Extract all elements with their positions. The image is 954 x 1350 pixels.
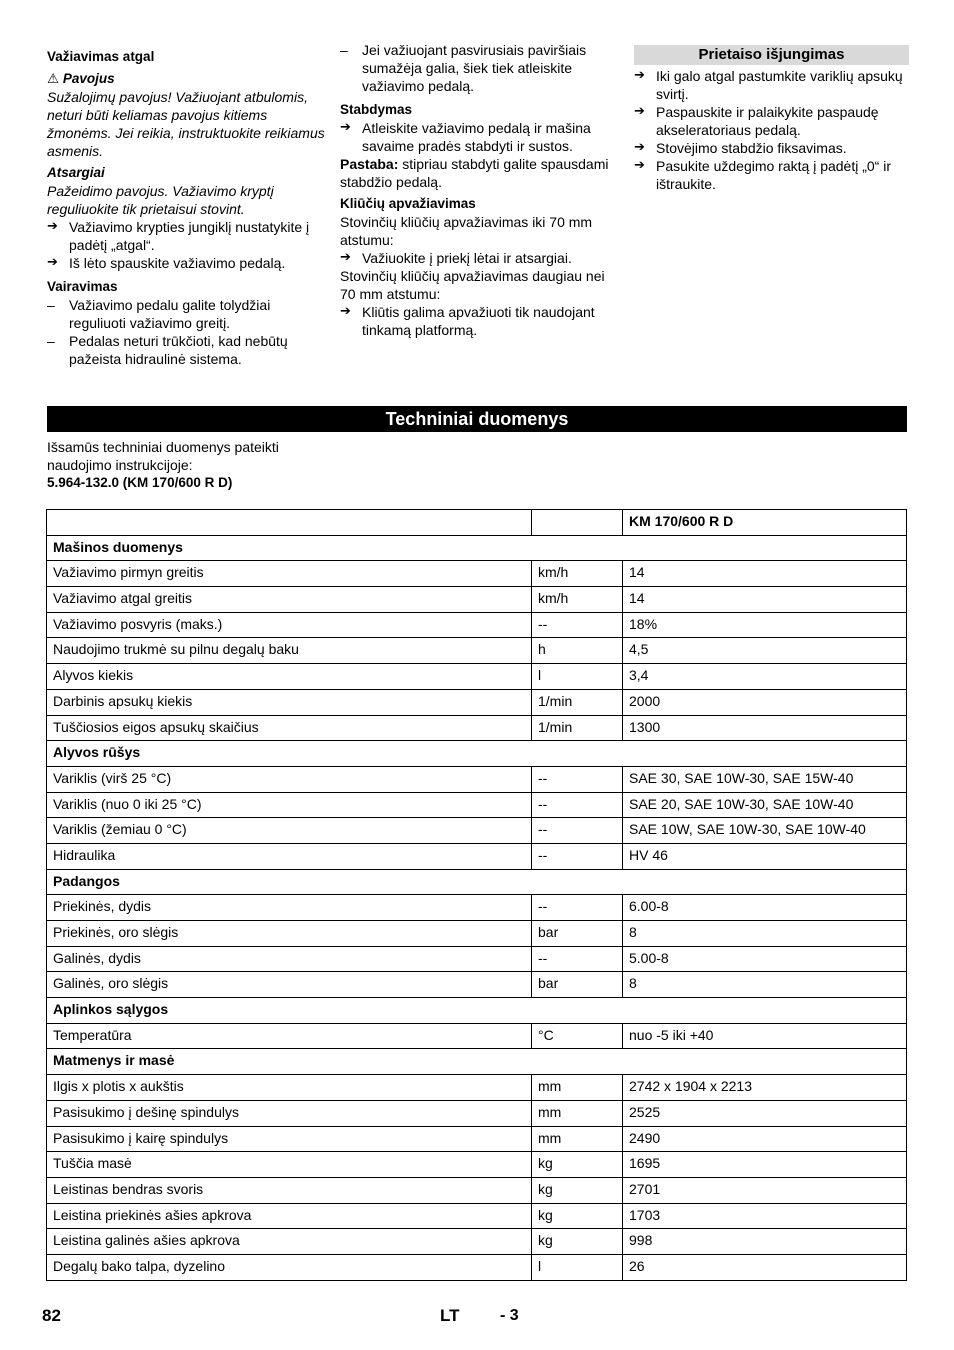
group-label: Aplinkos sąlygos (47, 998, 907, 1024)
caution-label: Atsargiai (47, 165, 105, 180)
bullet: – Važiavimo pedalu galite tolydžiai reguliuoti važiavimo greitį. (47, 296, 325, 332)
unit-cell: -- (532, 818, 623, 844)
step: ➔ Važiuokite į priekį lėtai ir atsargiai. (340, 249, 618, 267)
tech-data-table (46, 509, 907, 1281)
value-cell: HV 46 (623, 843, 907, 869)
step: ➔ Iki galo atgal pastumkite variklių apsukų svirtį. (634, 67, 909, 103)
table-row (47, 1229, 907, 1255)
unit-cell: h (532, 638, 623, 664)
section-title: Techniniai duomenys (47, 406, 907, 432)
table-group-row (47, 869, 907, 895)
table-row (47, 1203, 907, 1229)
value-cell: 2490 (623, 1126, 907, 1152)
unit-cell: -- (532, 843, 623, 869)
unit-cell: bar (532, 972, 623, 998)
param-cell: Pasisukimo į kairę spindulys (47, 1126, 532, 1152)
heading-steering: Vairavimas (47, 279, 118, 294)
heading-shutdown: Prietaiso išjungimas (634, 45, 909, 65)
value-cell: 14 (623, 587, 907, 613)
unit-cell: l (532, 664, 623, 690)
unit-cell: kg (532, 1177, 623, 1203)
table-group-row (47, 998, 907, 1024)
param-cell: Naudojimo trukmė su pilnu degalų baku (47, 638, 532, 664)
param-cell: Variklis (žemiau 0 °C) (47, 818, 532, 844)
table-row (47, 921, 907, 947)
unit-cell: mm (532, 1126, 623, 1152)
value-cell: 26 (623, 1254, 907, 1280)
param-cell: Alyvos kiekis (47, 664, 532, 690)
intro-text: Išsamūs techniniai duomenys pateikti naudojimo instrukcijoje: (47, 439, 279, 473)
step: ➔ Paspauskite ir palaikykite paspaudę akseleratoriaus pedalą. (634, 103, 909, 139)
unit-cell: 1/min (532, 689, 623, 715)
table-row (47, 1254, 907, 1280)
unit-cell (532, 510, 623, 536)
page-sub: - 3 (500, 1307, 519, 1324)
table-group-row (47, 1049, 907, 1075)
value-cell: SAE 20, SAE 10W-30, SAE 10W-40 (623, 792, 907, 818)
note: Pastaba: stipriau stabdyti galite spausdami stabdžio pedalą. (340, 156, 609, 190)
value-cell: 8 (623, 921, 907, 947)
group-label: Padangos (47, 869, 907, 895)
table-row (47, 638, 907, 664)
value-cell: 998 (623, 1229, 907, 1255)
param-cell: Leistina priekinės ašies apkrova (47, 1203, 532, 1229)
value-cell: 2000 (623, 689, 907, 715)
bullet: – Pedalas neturi trūkčioti, kad nebūtų pažeista hidraulinė sistema. (47, 332, 325, 368)
step: ➔ Važiavimo krypties jungiklį nustatykite į padėtį „atgal“. (47, 218, 325, 254)
param-cell: Ilgis x plotis x aukštis (47, 1075, 532, 1101)
table-row (47, 715, 907, 741)
value-cell: 8 (623, 972, 907, 998)
danger-text: Sužalojimų pavojus! Važiuojant atbulomis, neturi būti keliamas pavojus kitiems žmonėms. Jei reikia, instruktuokite reikiamus asmenis. (47, 89, 325, 159)
heading-braking: Stabdymas (340, 102, 413, 117)
param-cell: Priekinės, dydis (47, 895, 532, 921)
unit-cell: -- (532, 766, 623, 792)
table-row (47, 818, 907, 844)
value-cell: 2525 (623, 1100, 907, 1126)
heading-obstacles: Kliūčių apvažiavimas (340, 196, 476, 211)
column-right (634, 45, 909, 193)
table-row (47, 895, 907, 921)
step: ➔ Atleiskite važiavimo pedalą ir mašina savaime pradės stabdyti ir sustos. (340, 119, 618, 155)
text: Stovinčių kliūčių apvažiavimas daugiau nei 70 mm atstumu: (340, 268, 605, 302)
step: ➔ Iš lėto spauskite važiavimo pedalą. (47, 254, 325, 272)
param-cell: Tuščia masė (47, 1152, 532, 1178)
param-cell: Tuščiosios eigos apsukų skaičius (47, 715, 532, 741)
step: ➔ Stovėjimo stabdžio fiksavimas. (634, 139, 909, 157)
unit-cell: km/h (532, 587, 623, 613)
language-code: LT (440, 1306, 460, 1325)
group-label: Mašinos duomenys (47, 535, 907, 561)
text: Stovinčių kliūčių apvažiavimas iki 70 mm atstumu: (340, 214, 593, 248)
param-cell: Važiavimo atgal greitis (47, 587, 532, 613)
param-cell: Leistina galinės ašies apkrova (47, 1229, 532, 1255)
unit-cell: -- (532, 792, 623, 818)
unit-cell: mm (532, 1100, 623, 1126)
table-row (47, 972, 907, 998)
param-cell: Leistinas bendras svoris (47, 1177, 532, 1203)
param-cell: Priekinės, oro slėgis (47, 921, 532, 947)
param-cell (47, 510, 532, 536)
param-cell: Važiavimo posvyris (maks.) (47, 612, 532, 638)
param-cell: Temperatūra (47, 1023, 532, 1049)
table-row (47, 587, 907, 613)
param-cell: Variklis (nuo 0 iki 25 °C) (47, 792, 532, 818)
value-cell: 1703 (623, 1203, 907, 1229)
value-cell: SAE 30, SAE 10W-30, SAE 15W-40 (623, 766, 907, 792)
unit-cell: mm (532, 1075, 623, 1101)
bullet: – Jei važiuojant pasvirusiais paviršiais sumažėja galia, šiek tiek atleiskite važiavimo pedalą. (340, 41, 618, 95)
value-cell: KM 170/600 R D (623, 510, 907, 536)
unit-cell: l (532, 1254, 623, 1280)
param-cell: Galinės, dydis (47, 946, 532, 972)
table-row (47, 792, 907, 818)
caution-text: Pažeidimo pavojus. Važiavimo kryptį reguliuokite tik prietaisui stovint. (47, 183, 274, 217)
model-line: 5.964-132.0 (KM 170/600 R D) (47, 475, 233, 490)
unit-cell: °C (532, 1023, 623, 1049)
table-row (47, 843, 907, 869)
value-cell: 18% (623, 612, 907, 638)
table-row (47, 1177, 907, 1203)
table-row (47, 1100, 907, 1126)
value-cell: 2701 (623, 1177, 907, 1203)
table-row (47, 561, 907, 587)
danger-label: ⚠ Pavojus (47, 71, 115, 87)
table-row (47, 946, 907, 972)
table-row (47, 664, 907, 690)
unit-cell: 1/min (532, 715, 623, 741)
param-cell: Pasisukimo į dešinę spindulys (47, 1100, 532, 1126)
group-label: Matmenys ir masė (47, 1049, 907, 1075)
table-row (47, 1023, 907, 1049)
param-cell: Darbinis apsukų kiekis (47, 689, 532, 715)
param-cell: Galinės, oro slėgis (47, 972, 532, 998)
table-group-row (47, 535, 907, 561)
step: ➔ Kliūtis galima apvažiuoti tik naudojant tinkamą platformą. (340, 303, 618, 339)
value-cell: SAE 10W, SAE 10W-30, SAE 10W-40 (623, 818, 907, 844)
param-cell: Hidraulika (47, 843, 532, 869)
unit-cell: kg (532, 1152, 623, 1178)
column-left (47, 44, 325, 368)
group-label: Alyvos rūšys (47, 741, 907, 767)
param-cell: Važiavimo pirmyn greitis (47, 561, 532, 587)
warning-triangle-icon: ⚠ (47, 71, 60, 87)
value-cell: 14 (623, 561, 907, 587)
value-cell: 3,4 (623, 664, 907, 690)
table-row (47, 766, 907, 792)
param-cell: Degalų bako talpa, dyzelino (47, 1254, 532, 1280)
value-cell: 6.00-8 (623, 895, 907, 921)
unit-cell: kg (532, 1229, 623, 1255)
value-cell: nuo -5 iki +40 (623, 1023, 907, 1049)
value-cell: 2742 x 1904 x 2213 (623, 1075, 907, 1101)
unit-cell: -- (532, 612, 623, 638)
value-cell: 1695 (623, 1152, 907, 1178)
table-row (47, 1126, 907, 1152)
intro (47, 438, 327, 492)
value-cell: 1300 (623, 715, 907, 741)
table-row (47, 1152, 907, 1178)
table-row (47, 689, 907, 715)
unit-cell: bar (532, 921, 623, 947)
table-row (47, 612, 907, 638)
step: ➔ Pasukite uždegimo raktą į padėtį „0“ ir ištraukite. (634, 157, 909, 193)
page-number: 82 (42, 1306, 61, 1325)
heading-reversing: Važiavimas atgal (47, 49, 155, 64)
table-row (47, 1075, 907, 1101)
param-cell: Variklis (virš 25 °C) (47, 766, 532, 792)
table-header-row (47, 510, 907, 536)
unit-cell: -- (532, 895, 623, 921)
value-cell: 5.00-8 (623, 946, 907, 972)
unit-cell: -- (532, 946, 623, 972)
column-middle (340, 41, 618, 339)
unit-cell: km/h (532, 561, 623, 587)
unit-cell: kg (532, 1203, 623, 1229)
table-group-row (47, 741, 907, 767)
value-cell: 4,5 (623, 638, 907, 664)
